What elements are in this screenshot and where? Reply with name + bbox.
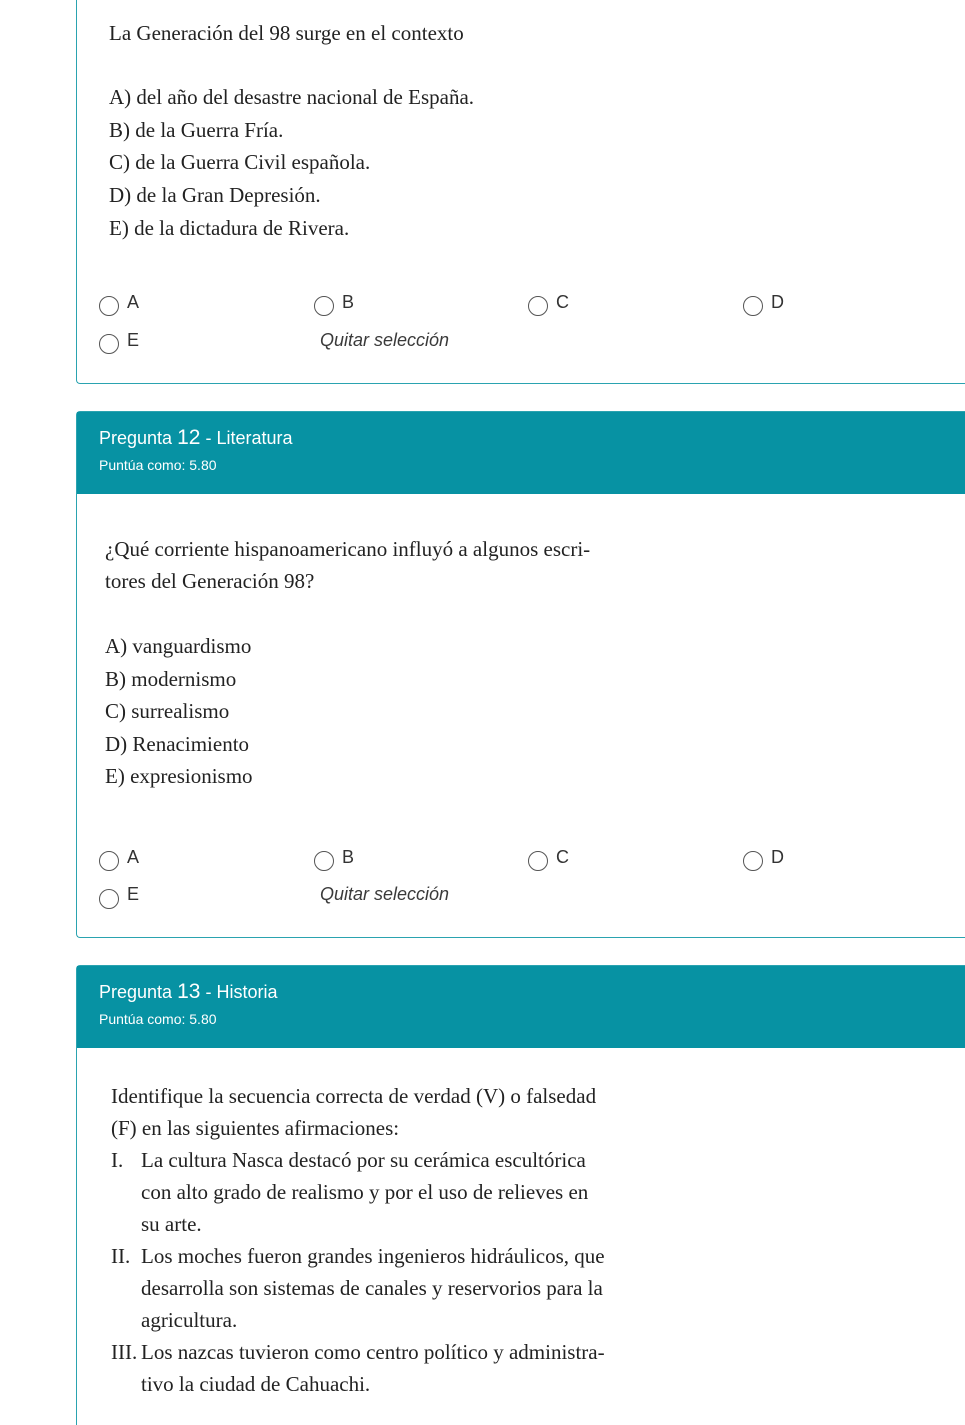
radio-a-label[interactable]: A xyxy=(127,847,140,867)
question-header xyxy=(77,412,965,494)
choice-b-text: B) modernismo xyxy=(105,667,237,691)
choice-b-text: B) de la Guerra Fría. xyxy=(109,118,284,142)
radio-a[interactable] xyxy=(99,851,119,871)
choice-a-text: A) del año del desastre nacional de España. xyxy=(109,85,475,109)
statement-number: III. xyxy=(111,1340,138,1364)
question-number: 12 xyxy=(177,426,201,449)
choice-e-text: E) expresionismo xyxy=(105,764,253,788)
radio-b-label[interactable]: B xyxy=(342,292,355,312)
radio-d[interactable] xyxy=(743,851,763,871)
radio-e-label[interactable]: E xyxy=(127,330,140,350)
question-number: 13 xyxy=(177,980,201,1003)
radio-b-label[interactable]: B xyxy=(342,847,355,867)
choice-d-text: D) de la Gran Depresión. xyxy=(109,183,321,207)
radio-c-label[interactable]: C xyxy=(556,847,569,867)
question-subject: - Historia xyxy=(205,982,278,1002)
radio-a-label[interactable]: A xyxy=(127,292,140,312)
choice-a-text: A) vanguardismo xyxy=(105,634,252,658)
question-title xyxy=(99,426,954,450)
radio-e[interactable] xyxy=(99,334,119,354)
statement-line: Los moches fueron grandes ingenieros hidráulicos, que xyxy=(141,1244,605,1268)
choice-d-text: D) Renacimiento xyxy=(105,732,250,756)
radio-e-label[interactable]: E xyxy=(127,884,140,904)
radio-c[interactable] xyxy=(528,851,548,871)
radio-e[interactable] xyxy=(99,889,119,909)
statement-line: Los nazcas tuvieron como centro político y administra- xyxy=(141,1340,605,1364)
question-label: Pregunta xyxy=(99,428,173,448)
question-label: Pregunta xyxy=(99,982,173,1002)
question-title xyxy=(99,980,954,1004)
question-stem-line: Identifique la secuencia correcta de verdad (V) o falsedad xyxy=(111,1084,597,1108)
question-score: Puntúa como: 5.80 xyxy=(99,457,217,473)
radio-d-label[interactable]: D xyxy=(771,847,784,867)
radio-a[interactable] xyxy=(99,296,119,316)
statement-line: La cultura Nasca destacó por su cerámica escultórica xyxy=(141,1148,586,1172)
statement-number: II. xyxy=(111,1244,131,1268)
choice-c-text: C) de la Guerra Civil española. xyxy=(109,150,371,174)
statement-line: agricultura. xyxy=(141,1308,238,1332)
radio-c[interactable] xyxy=(528,296,548,316)
question-11-card xyxy=(76,0,965,384)
statement-line: su arte. xyxy=(141,1212,202,1236)
question-13-card xyxy=(76,965,965,1425)
clear-selection-link[interactable]: Quitar selección xyxy=(320,884,450,904)
radio-d[interactable] xyxy=(743,296,763,316)
radio-b[interactable] xyxy=(314,296,334,316)
question-stem-line: tores del Generación 98? xyxy=(105,569,315,593)
question-header xyxy=(77,966,965,1048)
question-subject: - Literatura xyxy=(205,428,293,448)
question-12-card xyxy=(76,411,965,938)
statement-line: desarrolla son sistemas de canales y reservorios para la xyxy=(141,1276,603,1300)
question-stem-line: ¿Qué corriente hispanoamericano influyó a algunos escri- xyxy=(105,537,591,561)
choice-c-text: C) surrealismo xyxy=(105,699,230,723)
question-stem-line: (F) en las siguientes afirmaciones: xyxy=(111,1116,400,1140)
radio-d-label[interactable]: D xyxy=(771,292,784,312)
clear-selection-link[interactable]: Quitar selección xyxy=(320,330,450,350)
question-score: Puntúa como: 5.80 xyxy=(99,1011,217,1027)
radio-b[interactable] xyxy=(314,851,334,871)
statement-line: con alto grado de realismo y por el uso de relieves en xyxy=(141,1180,589,1204)
statement-line: tivo la ciudad de Cahuachi. xyxy=(141,1372,371,1396)
radio-c-label[interactable]: C xyxy=(556,292,569,312)
statement-number: I. xyxy=(111,1148,124,1172)
question-stem: La Generación del 98 surge en el contexto xyxy=(109,21,464,45)
choice-e-text: E) de la dictadura de Rivera. xyxy=(109,216,350,240)
